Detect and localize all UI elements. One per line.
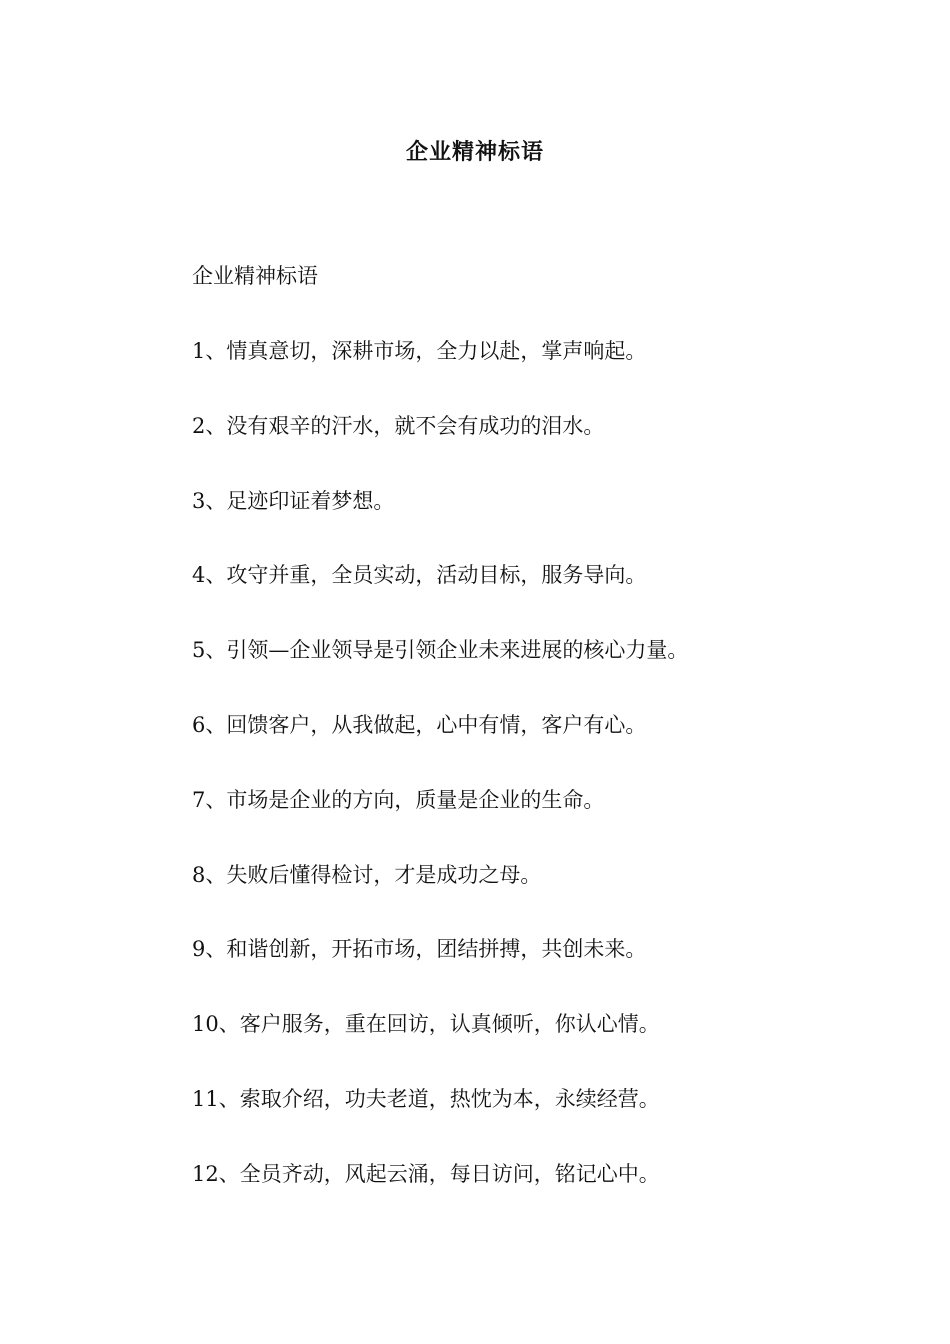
slogan-item: 8、失败后懂得检讨，才是成功之母。 — [192, 862, 542, 887]
slogan-item: 3、足迹印证着梦想。 — [192, 488, 395, 513]
slogan-list — [192, 335, 688, 1233]
slogan-item: 1、情真意切，深耕市场，全力以赴，掌声响起。 — [192, 339, 647, 363]
section-heading: 企业精神标语 — [192, 264, 318, 288]
slogan-item: 6、回馈客户，从我做起，心中有情，客户有心。 — [192, 712, 647, 737]
slogan-item: 5、引领—企业领导是引领企业未来进展的核心力量。 — [192, 638, 689, 663]
slogan-item: 4、攻守并重，全员实动，活动目标，服务导向。 — [192, 563, 647, 588]
page-title: 企业精神标语 — [405, 139, 544, 165]
slogan-item: 2、没有艰辛的汗水，就不会有成功的泪水。 — [192, 413, 605, 438]
slogan-item: 10、客户服务，重在回访，认真倾听，你认心情。 — [192, 1012, 660, 1037]
slogan-item: 12、全员齐动，风起云涌，每日访问，铭记心中。 — [192, 1161, 660, 1186]
slogan-item: 9、和谐创新，开拓市场，团结拼搏，共创未来。 — [192, 937, 647, 962]
slogan-item: 7、市场是企业的方向，质量是企业的生命。 — [192, 787, 605, 812]
slogan-item: 11、索取介绍，功夫老道，热忱为本，永续经营。 — [192, 1086, 660, 1111]
